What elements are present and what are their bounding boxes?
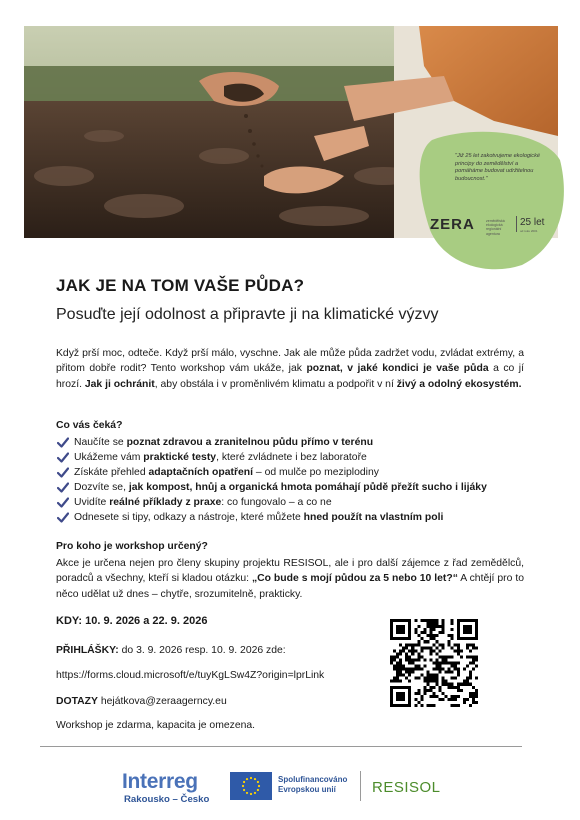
zera-logo-text: ZERA (430, 216, 475, 233)
qr-code[interactable] (390, 619, 478, 707)
footer-separator (360, 771, 361, 801)
benefit-item: Dozvíte se, jak kompost, hnůj a organická hmota pomáhají půdě přežít sucho i lijáky (56, 480, 536, 495)
eu-flag-icon (230, 772, 272, 800)
zera-years: 25 let (520, 217, 545, 228)
checkmark-icon (57, 512, 69, 523)
checkmark-icon (57, 437, 69, 448)
zera-logo (430, 216, 550, 236)
checkmark-icon (57, 482, 69, 493)
badge-blob (412, 130, 564, 270)
section-title-who: Pro koho je workshop určený? (56, 541, 208, 552)
who-paragraph: Akce je určena nejen pro členy skupiny projektu RESISOL, ale i pro další zájemce z řad zemědělců, poradců a všechny, kteří si kladou otázku: „Co bude s mojí půdou za 5 nebo 10 let?“ A chtějí pro to něco udělat už dnes – chytře, srozumitelně, prakticky. (56, 558, 524, 600)
footer-divider (40, 746, 522, 747)
intro-paragraph: Když prší moc, odteče. Když prší málo, vyschne. Jak ale může půda zadržet vodu, zvládat extrémy, a přitom dobře rodit? Tento workshop vám ukáže, jak poznat, v jaké kondici je vaše půda a co jí hrozí. Jak ji ochránit, aby obstála i v proměnlivém klimatu a podpořit v ní živý a odolný ekosystém. (56, 348, 524, 390)
checkmark-icon (57, 467, 69, 478)
interreg-subtitle: Rakousko – Česko (124, 794, 210, 805)
interreg-logo: Interreg (122, 770, 198, 793)
contact-email[interactable]: hejátkova@zeraagerncy.eu (97, 696, 227, 707)
badge-quote: "Již 25 let zakotvujeme ekologické principy do zemědělství a pomáháme budovat udržitelnou budoucnost." (455, 153, 541, 182)
benefits-list (56, 435, 536, 526)
free-note: Workshop je zdarma, kapacita je omezena. (56, 720, 256, 731)
checkmark-icon (57, 452, 69, 463)
eu-cofunded-text: Spolufinancováno Evropskou unií (278, 775, 348, 794)
page-title: JAK JE NA TOM VAŠE PŮDA? (56, 276, 305, 295)
zera-separator (516, 216, 517, 232)
contact-line: DOTAZY hejátkova@zeraagerncy.eu (56, 696, 227, 707)
resisol-logo: RESISOL (372, 779, 441, 796)
benefit-item: Uvidíte reálné příklady z praxe: co fungovalo – a co ne (56, 495, 536, 510)
benefit-item: Odnesete si tipy, odkazy a nástroje, které můžete hned použít na vlastním poli (56, 510, 536, 525)
zera-logo-sub: zemědělská ekologická regionální agentura (486, 219, 505, 236)
registration-line: PŘIHLÁŠKY: do 3. 9. 2026 resp. 10. 9. 2026 zde: (56, 645, 286, 656)
event-dates: KDY: 10. 9. 2026 a 22. 9. 2026 (56, 615, 208, 627)
zera-years-sub: od roku 2001 (520, 229, 538, 233)
section-title-what: Co vás čeká? (56, 420, 123, 431)
page-subtitle: Posuďte její odolnost a připravte ji na klimatické výzvy (56, 306, 439, 323)
registration-link[interactable]: https://forms.cloud.microsoft/e/tuyKgLSw4Z?origin=lprLink (56, 670, 325, 681)
benefit-item: Ukážeme vám praktické testy, které zvládnete i bez laboratoře (56, 450, 536, 465)
checkmark-icon (57, 497, 69, 508)
benefit-item: Naučíte se poznat zdravou a zranitelnou půdu přímo v terénu (56, 435, 536, 450)
benefit-item: Získáte přehled adaptačních opatření – od mulče po meziplodiny (56, 465, 536, 480)
